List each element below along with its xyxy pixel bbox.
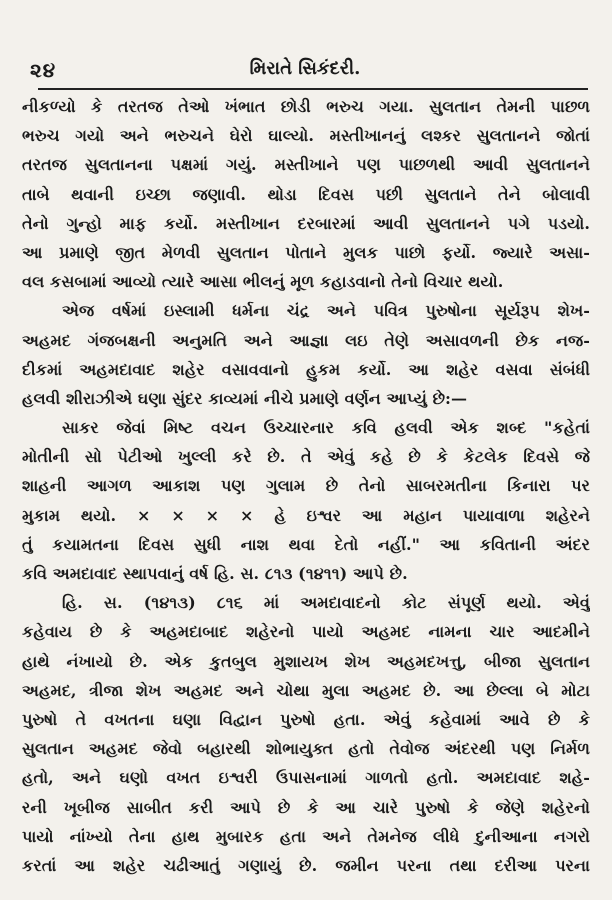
text-line: અહમદ ગંજબક્ષની અનુમતિ અને આજ્ઞા લઇ તેણે અસાવળની છેક નજ-	[22, 330, 590, 350]
text-line: ભરુચ ગયો અને ભરુચને ઘેરો ઘાલ્યો. મસ્તીખાનનું લશ્કર સુલતાનને જોતાં	[22, 126, 590, 146]
text-line: હલવી શીરાઝીએ ઘણા સુંદર કાવ્યમાં નીચે પ્રમાણે વર્ણન આપ્યું છે:—	[22, 388, 468, 408]
text-line: તેનો ગુન્હો માફ કર્યો. મસ્તીખાન દરબારમાં આવી સુલતાનને પગે પડયો.	[22, 213, 590, 233]
text-line: સુલતાન અહમદ જેવો બહારથી શોભાયુક્ત હતો તેવોજ અંદરથી પણ નિર્મળ	[22, 739, 590, 759]
text-line: અહમદ, ત્રીજા શેખ અહમદ અને ચોથા મુલા અહમદ છે. આ છેલ્લા બે મોટા	[22, 680, 590, 700]
text-line: મુકામ થયો. × × × × હે ઇશ્વર આ મહાન પાયાવાળા શહેરને	[22, 505, 590, 525]
text-line: આ પ્રમાણે જીત મેળવી સુલતાન પોતાને મુલક પાછો ફર્યો. જ્યારે અસા-	[22, 242, 590, 262]
text-line: સાકર જેવાં મિષ્ટ વચન ઉચ્ચારનાર કવિ હલવી એક શબ્દ "કહેતાં	[62, 418, 590, 438]
text-line: નીકળ્યો કે તરતજ તેઓ ખંભાત છોડી ભરુચ ગયા. સુલતાન તેમની પાછળ	[22, 97, 590, 116]
body-text	[22, 92, 590, 880]
text-line: વલ કસબામાં આવ્યો ત્યારે આસા ભીલનું મૂળ કહાડવાનો તેનો વિચાર થયો.	[22, 272, 504, 292]
text-line: કહેવાય છે કે અહમદાબાદ શહેરનો પાયો અહમદ નામના ચાર આદમીને	[22, 622, 590, 642]
page-header	[22, 54, 588, 88]
text-line: પુરુષો તે વખતના ઘણા વિદ્વાન પુરુષો હતા. એવું કહેવામાં આવે છે કે	[22, 709, 590, 729]
text-line: મોતીની સો પેટીઓ ખુલ્લી કરે છે. તે એવું કહે છે કે કેટલેક દિવસે જે	[22, 447, 590, 467]
text-line: હાથે નંખાયો છે. એક કુતબુલ મુશાયખ શેખ અહમદખત્તુ, બીજા સુલતાન	[22, 651, 590, 671]
running-title: મિરાતે સિકંદરી.	[249, 58, 361, 79]
text-line: શાહની આગળ આકાશ પણ ગુલામ છે તેનો સાબરમતીના કિનારા પર	[22, 476, 590, 496]
page-number: ૨૪	[30, 58, 57, 82]
header-rule	[38, 88, 588, 90]
text-line: તાબે થવાની ઇચ્છા જણાવી. થોડા દિવસ પછી સુલતાને તેને બોલાવી	[22, 184, 590, 204]
text-line: એજ વર્ષમાં ઇસ્લામી ધર્મના ચંદ્ર અને પવિત્ર પુરુષોના સૂર્યરૂપ શેખ-	[62, 301, 590, 321]
text-line: કવિ અમદાવાદ સ્થાપવાનું વર્ષ હિ. સ. ૮૧૩ (૧૪૧૧) આપે છે.	[22, 564, 408, 583]
text-line: દીકમાં અહમદાવાદ શહેર વસાવવાનો હુકમ કર્યો. આ શહેર વસવા સંબંધી	[22, 359, 590, 379]
text-line: તરતજ સુલતાનના પક્ષમાં ગયું. મસ્તીખાને પણ પાછળથી આવી સુલતાનને	[22, 155, 590, 175]
text-line: કરતાં આ શહેર ચઢીઆતું ગણાયું છે. જમીન પરના તથા દરીઆ પરના	[22, 855, 590, 875]
text-line: હિ. સ. (૧૪૧૩) ૮૧૬ માં અમદાવાદનો કોટ સંપૂર્ણ થયો. એવું	[62, 593, 590, 613]
text-line: તું કયામતના દિવસ સુધી નાશ થવા દેતો નહીં." આ કવિતાની અંદર	[22, 534, 590, 554]
text-line: હતો, અને ઘણો વખત ઇશ્વરી ઉપાસનામાં ગાળતો હતો. અમદાવાદ શહે-	[22, 768, 590, 788]
text-line: પાયો નાંખ્યો તેના હાથ મુબારક હતા અને તેમનેજ લીધે દુનીઆના નગરો	[22, 826, 590, 846]
text-line: રની ખૂબીજ સાબીત કરી આપે છે કે આ ચારે પુરુષો કે જેણે શહેરનો	[22, 797, 590, 817]
